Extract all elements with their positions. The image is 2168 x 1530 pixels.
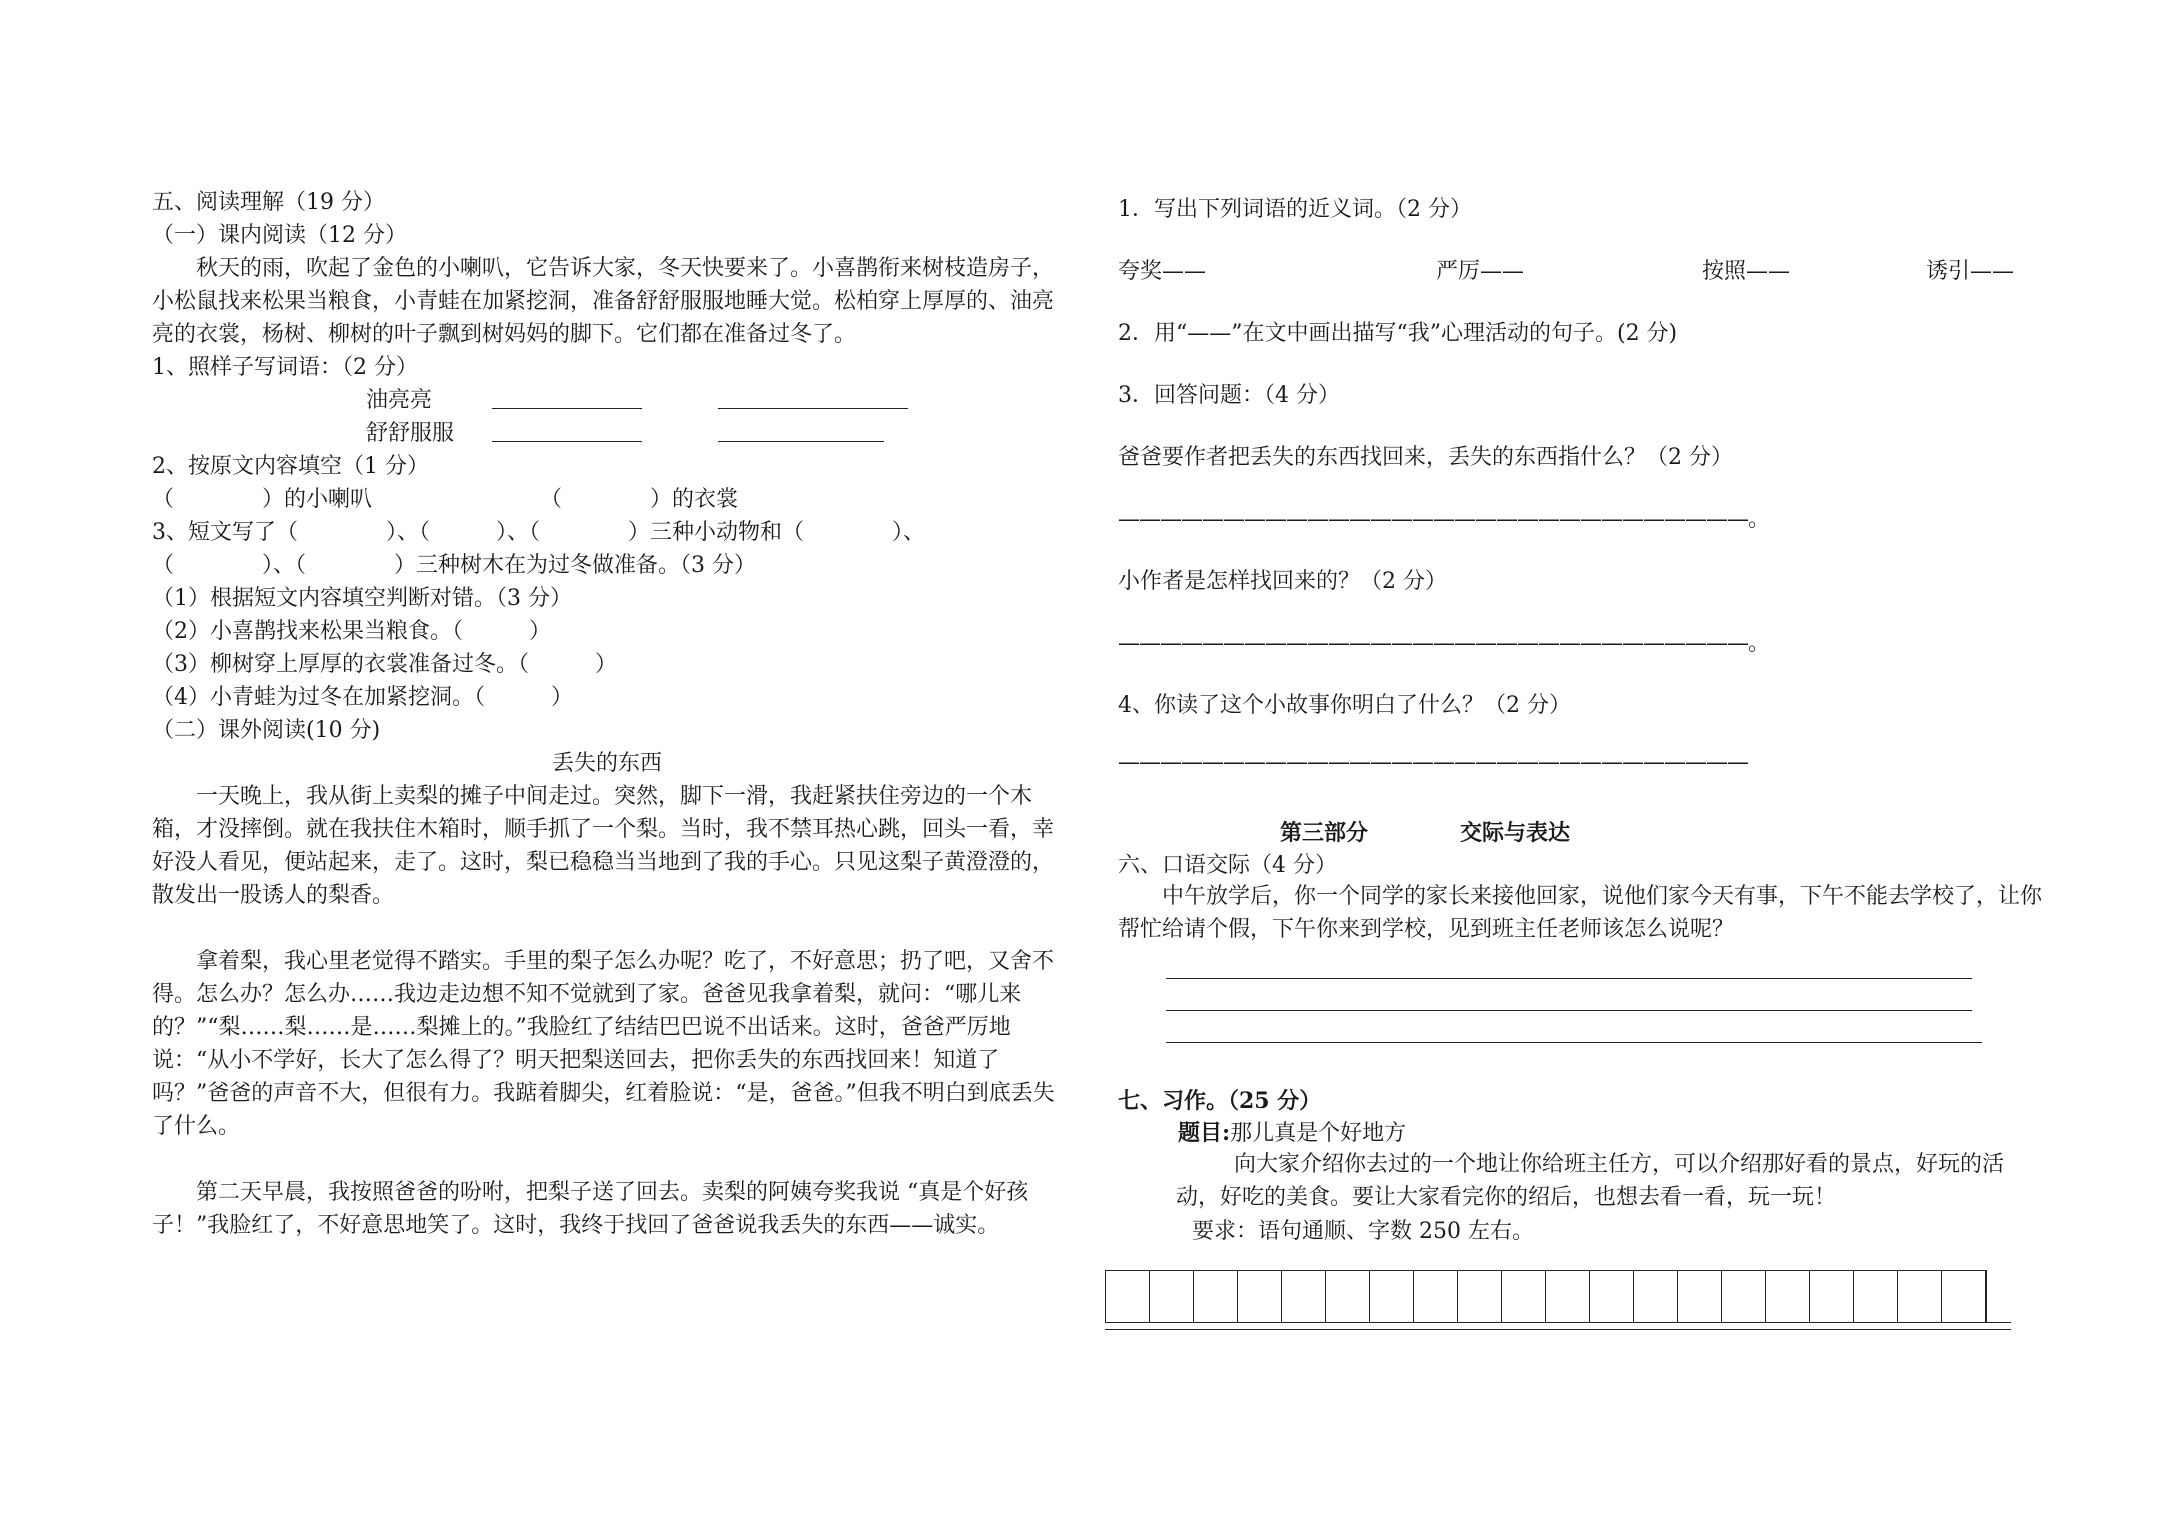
grid-cell[interactable] [1678,1271,1722,1322]
story-p1: 一天晚上，我从街上卖梨的摊子中间走过。突然，脚下一滑，我赶紧扶住旁边的一个木箱，才没摔倒。就在我扶住木箱时，顺手抓了一个梨。当时，我不禁耳热心跳，回头一看，幸好没人看见，便站起来，走了。这时，梨已稳稳当当地到了我的手心。只见这梨子黄澄澄的，散发出一股诱人的梨香。 [152,784,1055,908]
part1-title: （一）课内阅读（12 分） [152,223,407,248]
section6-title: 六、口语交际（4 分） [1118,853,1337,878]
part2-title: （二）课外阅读(10 分) [152,718,381,743]
q1-row1 [152,384,1062,417]
q2-row [152,483,1062,516]
grid-cell[interactable] [1854,1271,1898,1322]
question-3-line2: （ ）、（ ）三种树木在为过冬做准备。（3 分） [152,553,756,578]
section6-text: 中午放学后，你一个同学的家长来接他回家，说他们家今天有事，下午不能去学校了，让你帮忙给请个假，下午你来到学校，见到班主任老师该怎么说呢？ [1118,884,2043,942]
q1-blank2b[interactable] [718,417,884,442]
grid-cell[interactable] [1326,1271,1370,1322]
grid-cell[interactable] [1942,1271,1986,1322]
grid-cell[interactable] [1458,1271,1502,1322]
q3-s3: （3）柳树穿上厚厚的衣裳准备过冬。（ ） [152,652,617,677]
question-1: 1、照样子写词语：（2 分） [152,355,418,380]
grid-cell[interactable] [1106,1271,1150,1322]
grid-cell[interactable] [1150,1271,1194,1322]
synonym-1: 夸奖—— [1118,259,1207,284]
story-p2: 拿着梨，我心里老觉得不踏实。手里的梨子怎么办呢？吃了，不好意思；扔了吧，又舍不得。怎么办？怎么办……我边走边想不知不觉就到了家。爸爸见我拿着梨，就问：“哪儿来的？”“梨……梨……是……梨摊上的。”我脸红了结结巴巴说不出话来。这时，爸爸严厉地说：“从小不学好，长大了怎么得了？明天把梨送回去，把你丢失的东西找回来！知道了吗？”爸爸的声音不大，但很有力。我踮着脚尖，红着脸说：“是，爸爸。”但我不明白到底丢失了什么。 [152,949,1055,1139]
r-question-2: 2．用“——”在文中画出描写“我”心理活动的句子。(2 分) [1118,321,1678,346]
grid-cell[interactable] [1898,1271,1942,1322]
r-question-1: 1．写出下列词语的近义词。（2 分） [1118,197,1472,222]
grid-cell[interactable] [1370,1271,1414,1322]
q1-blank1a[interactable] [492,384,642,409]
q1-word2: 舒舒服服 [366,421,455,446]
story-p3: 第二天早晨，我按照爸爸的吩咐，把梨子送了回去。卖梨的阿姨夸奖我说 “真是个好孩子！”我脸红了，不好意思地笑了。这时，我终于找回了爸爸说我丢失的东西——诚实。 [152,1180,1029,1238]
write-line-2[interactable] [1166,980,1972,1011]
question-3-line1: 3、短文写了（ ）、（ ）、（ ）三种小动物和（ ）、 [152,520,925,545]
answer-line-1[interactable]: ——————————————————————————————。 [1118,507,1770,532]
r-question-4: 4、你读了这个小故事你明白了什么？（2 分） [1118,693,1571,718]
answer-line-3[interactable]: —————————————————————————————— [1118,750,1748,775]
writing-grid-bottom [1105,1322,2011,1330]
q3-sub: （1）根据短文内容填空判断对错。（3 分） [152,586,572,611]
grid-cell[interactable] [1282,1271,1326,1322]
q1-row2 [152,417,1062,450]
grid-cell[interactable] [1414,1271,1458,1322]
q1-word1: 油亮亮 [366,388,433,413]
r-question-3: 3．回答问题：（4 分） [1118,383,1340,408]
r-question-3a: 爸爸要作者把丢失的东西找回来，丢失的东西指什么？（2 分） [1118,445,1733,470]
grid-cell[interactable] [1546,1271,1590,1322]
write-line-3[interactable] [1166,1012,1982,1043]
part3-title: 交际与表达 [1460,820,1571,846]
answer-line-2[interactable]: ——————————————————————————————。 [1118,631,1770,656]
synonym-row [1118,254,2043,284]
grid-cell[interactable] [1238,1271,1282,1322]
spacer [152,912,1062,945]
spacer [152,1143,1062,1176]
question-2: 2、按原文内容填空（1 分） [152,454,429,479]
q3-s4: （4）小青蛙为过冬在加紧挖洞。（ ） [152,685,573,710]
grid-cell[interactable] [1722,1271,1766,1322]
grid-cell[interactable] [1810,1271,1854,1322]
passage1: 秋天的雨，吹起了金色的小喇叭，它告诉大家，冬天快要来了。小喜鹊衔来树枝造房子，小松鼠找来松果当粮食，小青蛙在加紧挖洞，准备舒舒服服地睡大觉。松柏穿上厚厚的、油亮亮的衣裳，杨树、柳树的叶子飘到树妈妈的脚下。它们都在准备过冬了。 [152,256,1055,347]
topic-line [1178,1116,1406,1147]
grid-cell[interactable] [1194,1271,1238,1322]
section7-title: 七、习作。（25 分） [1118,1088,1322,1114]
part3-label: 第三部分 [1280,820,1369,846]
writing-grid [1105,1270,1987,1322]
part3-header [1118,816,2043,846]
grid-cell[interactable] [1590,1271,1634,1322]
story-title: 丢失的东西 [551,751,662,776]
topic-label: 题目: [1178,1120,1231,1146]
grid-cell[interactable] [1634,1271,1678,1322]
write-line-1[interactable] [1166,948,1972,979]
topic: 那儿真是个好地方 [1230,1121,1407,1146]
r-question-3b: 小作者是怎样找回来的？（2 分） [1118,569,1447,594]
q1-blank2a[interactable] [492,417,642,442]
q2-b: （ ）的衣裳 [540,487,739,512]
synonym-3: 按照—— [1702,259,1791,284]
synonym-4: 诱引—— [1926,259,2015,284]
synonym-2: 严厉—— [1436,259,1525,284]
section5-title: 五、阅读理解（19 分） [152,190,385,215]
grid-cell[interactable] [1502,1271,1546,1322]
q3-s2: （2）小喜鹊找来松果当粮食。（ ） [152,619,551,644]
q1-blank1b[interactable] [718,384,908,409]
grid-cell[interactable] [1766,1271,1810,1322]
q2-a: （ ）的小喇叭 [152,487,373,512]
essay-text: 向大家介绍你去过的一个地让你给班主任方，可以介绍那好看的景点，好玩的活动，好吃的美食。要让大家看完你的绍后，也想去看一看，玩一玩！ [1176,1152,2005,1210]
left-column [152,186,1062,1242]
requirement: 要求：语句通顺、字数 250 左右。 [1192,1219,1534,1244]
